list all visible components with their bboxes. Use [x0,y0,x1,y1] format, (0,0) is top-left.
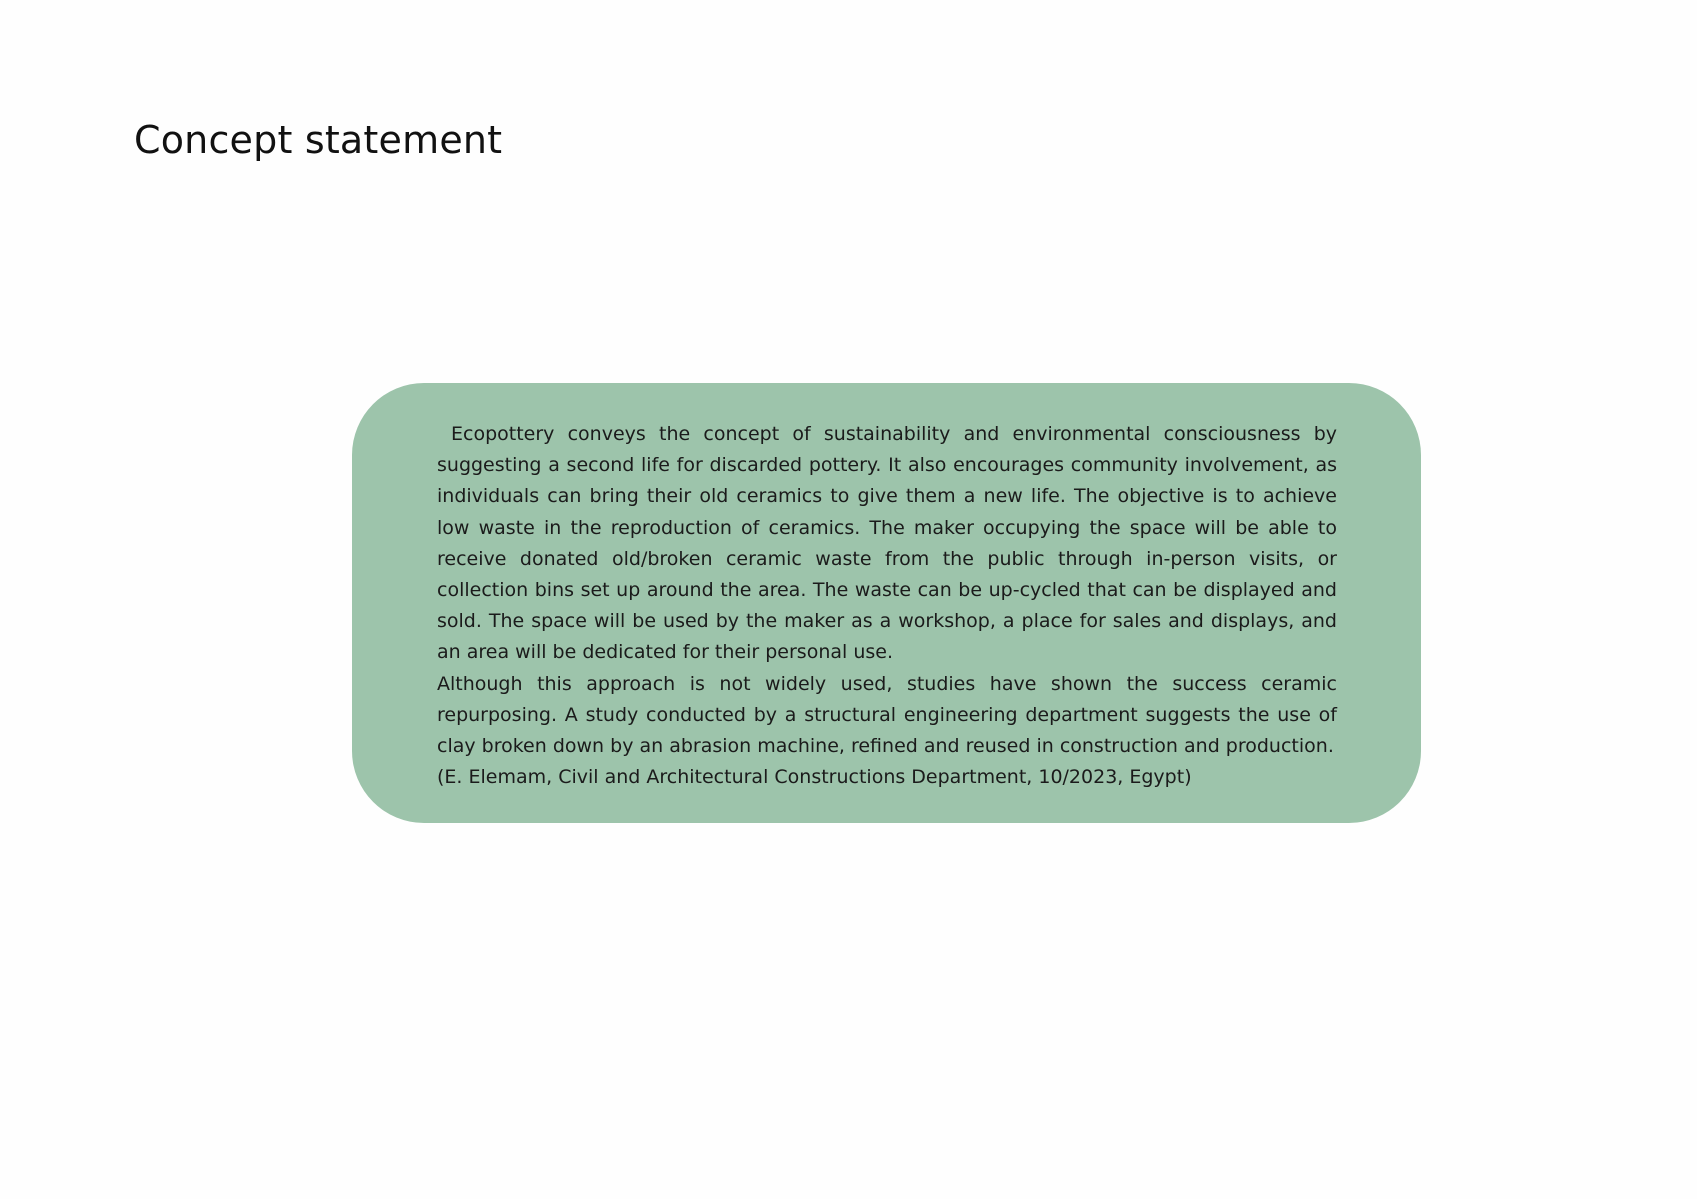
page-title: Concept statement [134,118,503,162]
concept-statement-card [352,383,1421,823]
statement-paragraph-1: Ecopottery conveys the concept of sustainability and environmental consciousness by suggesting a second life for discarded pottery. It also encourages community involvement, as individuals can bring their old ceramics to give them a new life. The objective is to achieve low waste in the reproduction of ceramics. The maker occupying the space will be able to receive donated old/broken ceramic waste from the public through in-person visits, or collection bins set up around the area. The waste can be up-cycled that can be displayed and sold. The space will be used by the maker as a workshop, a place for sales and displays, and an area will be dedicated for their personal use. [437,423,1337,664]
concept-statement-text [437,419,1337,793]
statement-paragraph-2: Although this approach is not widely used, studies have shown the success ceramic repurposing. A study conducted by a structural engineering department suggests the use of clay broken down by an abrasion machine, refined and reused in construction and production. [437,672,1337,758]
statement-citation: (E. Elemam, Civil and Architectural Constructions Department, 10/2023, Egypt) [437,766,1192,789]
